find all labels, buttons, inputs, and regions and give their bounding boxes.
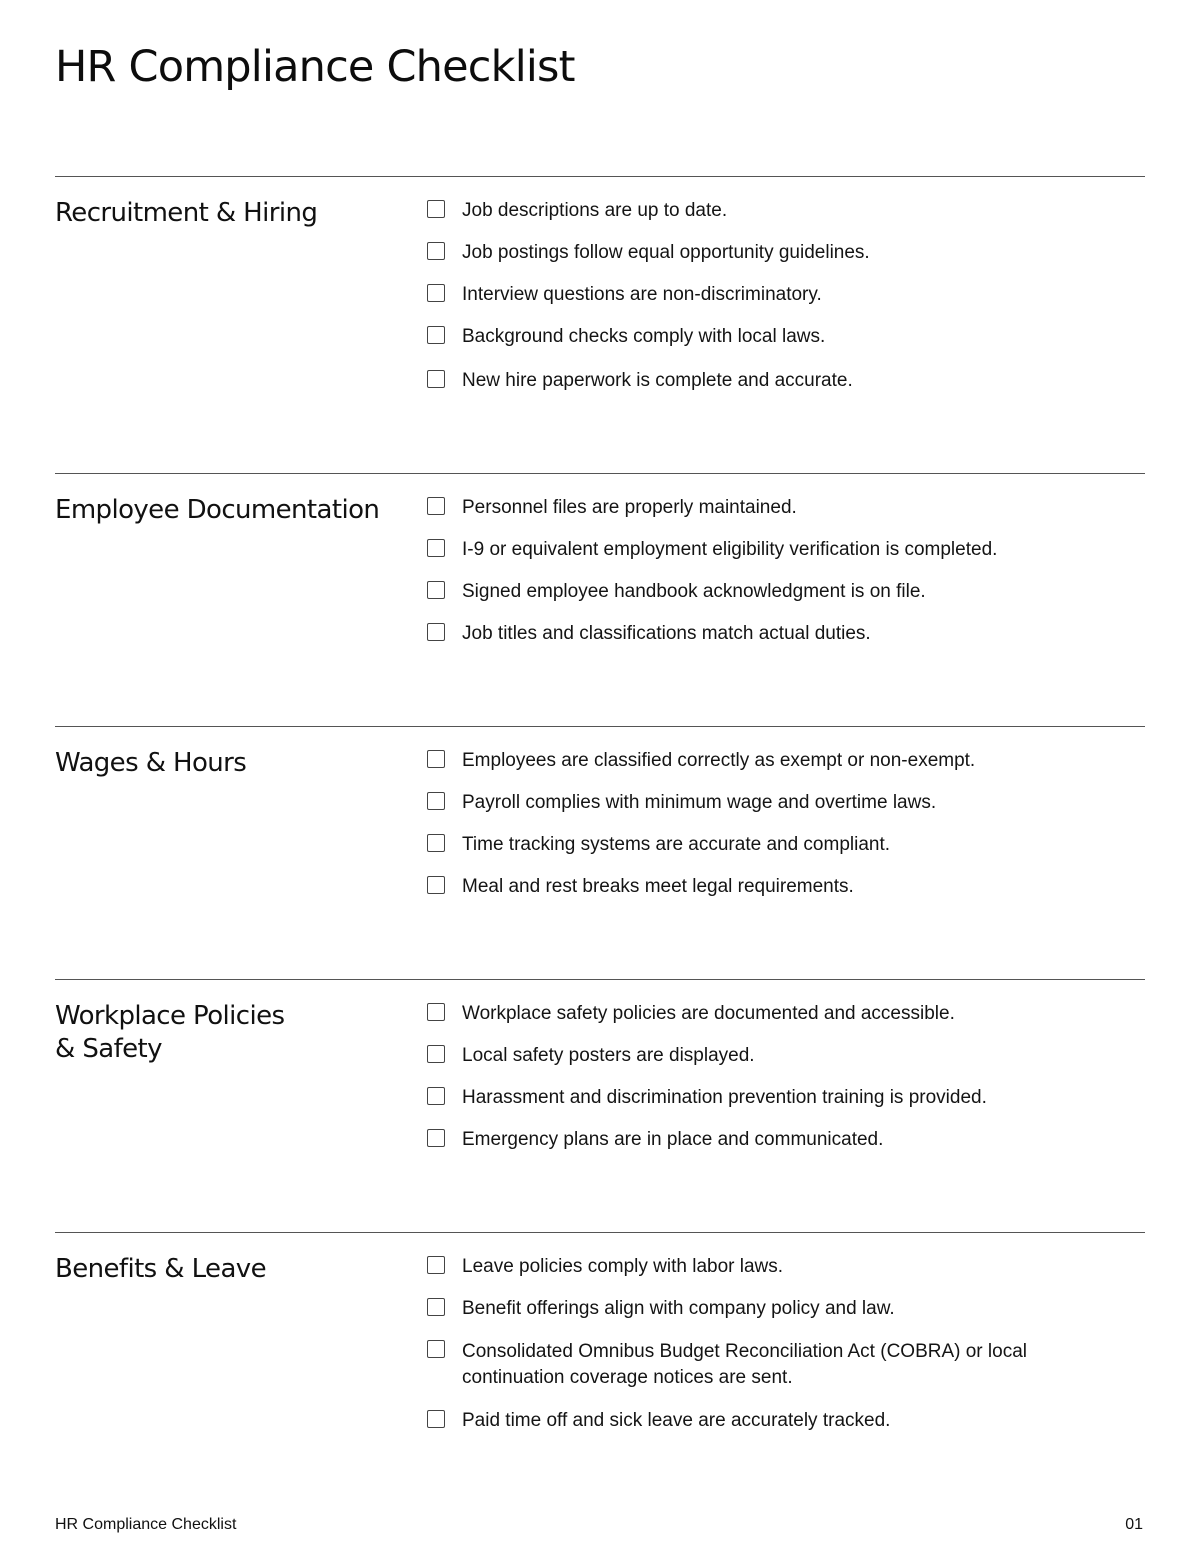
checkbox[interactable] [427,792,445,810]
checklist-item [427,496,1127,520]
checklist-item [427,199,1127,223]
checklist-item [427,369,1127,393]
checklist-item [427,833,1127,857]
checklist-item-label: Job titles and classifications match actual duties. [462,623,871,644]
checkbox[interactable] [427,539,445,557]
checklist-item [427,1086,1127,1110]
checkbox[interactable] [427,284,445,302]
checkbox[interactable] [427,1087,445,1105]
checklist [427,749,1127,917]
checkbox[interactable] [427,1129,445,1147]
checklist-item [427,241,1127,265]
section-title: Recruitment & Hiring [55,198,318,228]
checklist-item-label: Workplace safety policies are documented and accessible. [462,1003,955,1024]
checklist-item [427,1339,1127,1391]
section-workplace-policies-safety [55,979,1145,1150]
checklist-item [427,283,1127,307]
checkbox[interactable] [427,1410,445,1428]
checkbox[interactable] [427,834,445,852]
checkbox[interactable] [427,1045,445,1063]
checklist-item-label: Consolidated Omnibus Budget Reconciliation Act (COBRA) or local continuation coverage notices are sent. [462,1341,1027,1388]
page-title: HR Compliance Checklist [55,42,575,92]
checkbox[interactable] [427,623,445,641]
section-employee-documentation [55,473,1145,644]
checkbox[interactable] [427,497,445,515]
checkbox[interactable] [427,242,445,260]
checklist-item-label: New hire paperwork is complete and accurate. [462,370,853,391]
page-number: 01 [1125,1516,1143,1533]
checklist [427,1255,1127,1451]
checklist-item [427,580,1127,604]
checkbox[interactable] [427,326,445,344]
checklist-item-label: Interview questions are non-discriminatory. [462,284,822,305]
checklist-item [427,1255,1127,1279]
checklist-item [427,538,1127,562]
checkbox[interactable] [427,370,445,388]
checklist-item-label: Signed employee handbook acknowledgment is on file. [462,581,926,602]
footer-document-title: HR Compliance Checklist [55,1516,237,1533]
checklist-item-label: I-9 or equivalent employment eligibility verification is completed. [462,539,998,560]
checkbox[interactable] [427,876,445,894]
section-title: Workplace Policies & Safety [55,1001,285,1064]
checklist-item-label: Meal and rest breaks meet legal requirements. [462,876,854,897]
section-wages-hours [55,726,1145,897]
checklist-item [427,1044,1127,1068]
section-title: Benefits & Leave [55,1254,266,1284]
checklist-item-label: Leave policies comply with labor laws. [462,1256,784,1277]
checklist-item-label: Employees are classified correctly as exempt or non-exempt. [462,750,976,771]
checkbox[interactable] [427,200,445,218]
checklist-item-label: Emergency plans are in place and communicated. [462,1129,884,1150]
checklist-item-label: Payroll complies with minimum wage and overtime laws. [462,792,937,813]
checklist-item [427,1002,1127,1026]
checklist-item [427,1128,1127,1152]
checkbox[interactable] [427,1003,445,1021]
checklist-item-label: Time tracking systems are accurate and compliant. [462,834,891,855]
checklist-item-label: Local safety posters are displayed. [462,1045,755,1066]
checklist [427,199,1127,411]
section-recruitment-hiring [55,176,1145,391]
checkbox[interactable] [427,1340,445,1358]
checkbox[interactable] [427,581,445,599]
checklist-item [427,325,1127,349]
section-title: Wages & Hours [55,748,247,778]
checklist-item-label: Background checks comply with local laws. [462,326,826,347]
checklist-item-label: Job descriptions are up to date. [462,200,728,221]
checklist-item [427,749,1127,773]
checklist-item [427,875,1127,899]
checklist-item-label: Personnel files are properly maintained. [462,497,797,518]
checklist-item-label: Job postings follow equal opportunity guidelines. [462,242,870,263]
checkbox[interactable] [427,1298,445,1316]
checkbox[interactable] [427,1256,445,1274]
checklist-item [427,1297,1127,1321]
checklist-item [427,1409,1127,1433]
checklist-item-label: Benefit offerings align with company policy and law. [462,1298,895,1319]
section-title: Employee Documentation [55,495,380,525]
checklist [427,1002,1127,1170]
checklist [427,496,1127,664]
checkbox[interactable] [427,750,445,768]
checklist-item [427,791,1127,815]
section-benefits-leave [55,1232,1145,1431]
checklist-item-label: Paid time off and sick leave are accurately tracked. [462,1410,891,1431]
checklist-item-label: Harassment and discrimination prevention training is provided. [462,1087,987,1108]
checklist-item [427,622,1127,646]
